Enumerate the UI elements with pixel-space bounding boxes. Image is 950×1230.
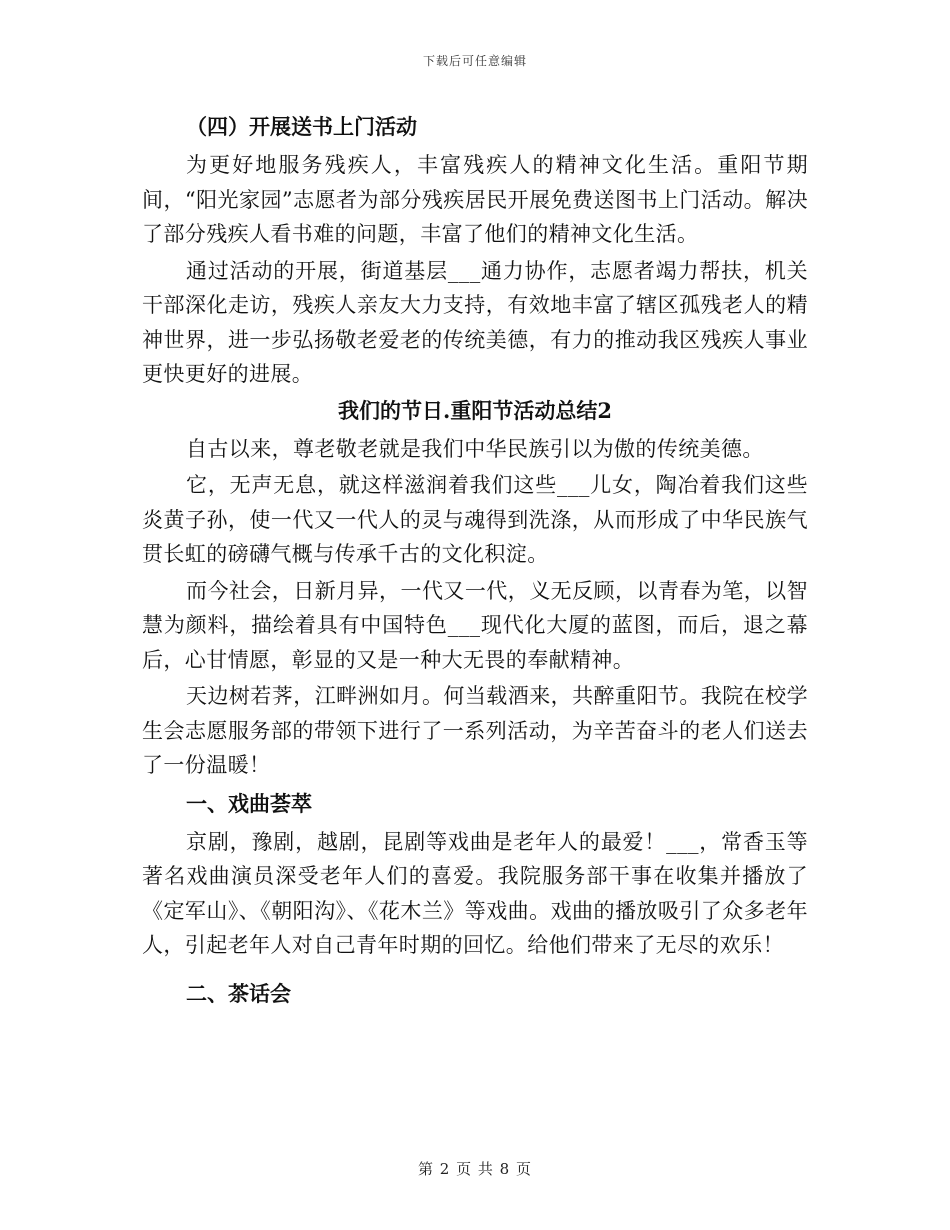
paragraph: 自古以来，尊老敬老就是我们中华民族引以为傲的传统美德。 [186, 436, 764, 461]
header-note: 下载后可任意编辑 [422, 54, 527, 68]
paragraph: 它，无声无息，就这样滋润着我们这些___儿女，陶冶着我们这些炎黄子孙，使一代又一代人的灵与魂得到洗涤，从而形成了中华民族气贯长虹的磅礴气概与传承千古的文化积淀。 [142, 473, 808, 566]
document-body [142, 110, 808, 1015]
paragraph: 为更好地服务残疾人，丰富残疾人的精神文化生活。重阳节期间，“阳光家园”志愿者为部分残疾居民开展免费送图书上门活动。解决了部分残疾人看书难的问题，丰富了他们的精神文化生活。 [142, 153, 808, 246]
section-heading-tea-party: 二、茶话会 [186, 980, 291, 1006]
paragraph: 京剧，豫剧，越剧，昆剧等戏曲是老年人的最爱！___，常香玉等著名戏曲演员深受老年人们的喜爱。我院服务部干事在收集并播放了《定军山》、《朝阳沟》、《花木兰》等戏曲。戏曲的播放吸引了众多老年人，引起老年人对自己青年时期的回忆。给他们带来了无尽的欢乐！ [142, 829, 808, 957]
page-footer: 第 2 页 共 8 页 [418, 1160, 532, 1178]
paragraph: 通过活动的开展，街道基层___通力协作，志愿者竭力帮扶，机关干部深化走访，残疾人亲友大力支持，有效地丰富了辖区孤残老人的精神世界，进一步弘扬敬老爱老的传统美德，有力的推动我区残疾人事业更快更好的进展。 [142, 258, 808, 386]
paragraph: 而今社会，日新月异，一代又一代，义无反顾，以青春为笔，以智慧为颜料，描绘着具有中国特色___现代化大厦的蓝图，而后，退之幕后，心甘情愿，彰显的又是一种大无畏的奉献精神。 [142, 578, 808, 672]
section-heading-opera: 一、戏曲荟萃 [186, 790, 312, 816]
document-title: 我们的节日.重阳节活动总结2 [338, 397, 612, 423]
paragraph: 天边树若荠，江畔洲如月。何当载酒来，共醉重阳节。我院在校学生会志愿服务部的带领下进行了一系列活动，为辛苦奋斗的老人们送去了一份温暖！ [142, 684, 808, 777]
section-heading-4: （四）开展送书上门活动 [186, 114, 417, 139]
